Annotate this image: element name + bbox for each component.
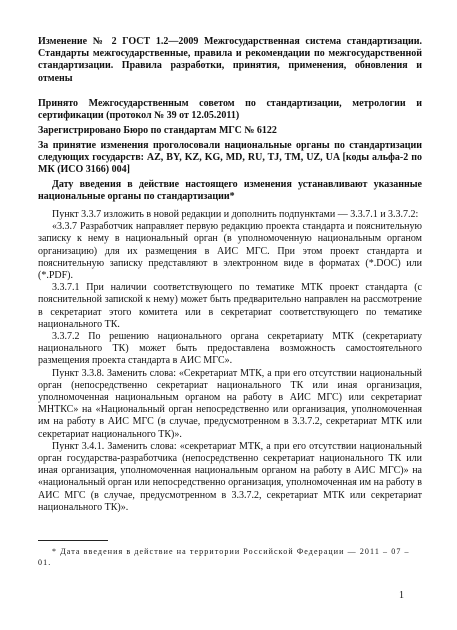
- paragraph: Пункт 3.3.7 изложить в новой редакции и дополнить подпунктами — 3.3.7.1 и 3.3.7.2:: [52, 209, 419, 220]
- amendment-body: [38, 209, 422, 514]
- adopted-note: Принято Межгосударственным советом по стандартизации, метрологии и сертификации (протокол № 39 от 12.05.2011): [38, 98, 422, 122]
- footnote-divider: [38, 540, 108, 541]
- paragraph: «3.3.7 Разработчик направляет первую редакцию проекта стандарта и пояснительную записку к нему в национальный орган (в уполномоченную национальным органом организацию) для их размещения в АИС МГС. При этом проект стандарта и пояснительную записку представляют в электронном виде в форматах (*.DOC) или (*.PDF).: [38, 221, 422, 282]
- voting-note: За принятие изменения проголосовали национальные органы по стандартизации следующих государств: AZ, BY, KZ, KG, MD, RU, TJ, TM, UZ, UA [коды альфа-2 по МК (ИСО 3166) 004]: [38, 140, 422, 176]
- paragraph: 3.3.7.1 При наличии соответствующего по тематике МТК проект стандарта (с пояснительной запиской к нему) может быть предварительно направлен на рассмотрение в секретариат этого комитета или в секретариат соответствующего по тематике национального ТК.: [38, 282, 422, 330]
- paragraph: 3.3.7.2 По решению национального органа секретариату МТК (секретариату национального ТК) может быть предоставлена возможность самостоятельного размещения проекта стандарта в АИС МГС».: [38, 331, 422, 367]
- amendment-title: Изменение № 2 ГОСТ 1.2—2009 Межгосударственная система стандартизации. Стандарты межгосударственные, правила и рекомендации по межгосударственной стандартизации. Правила разработки, принятия, применения, обновления и отмены: [38, 36, 422, 84]
- page-number: 1: [399, 590, 404, 601]
- footnote: * Дата введения в действие на территории Российской Федерации — 2011 – 07 – 01.: [38, 547, 410, 567]
- effective-date-note: Дату введения в действие настоящего изменения устанавливают указанные национальные органы по стандартизации*: [38, 179, 422, 203]
- paragraph: Пункт 3.3.8. Заменить слова: «Секретариат МТК, а при его отсутствии национальный орган (непосредственно секретариат национального ТК или иная организация, уполномоченная национальным органом на работу в АИС МГС) или секретариат МНТКС» на «Национальный орган непосредственно или организация, уполномоченная им на работу в АИС МГС (в случае, предусмотренном в 3.3.7.2, секретариат МТК или секретариат национального ТК)».: [38, 367, 422, 440]
- registration-note: Зарегистрировано Бюро по стандартам МГС № 6122: [38, 125, 277, 136]
- paragraph: Пункт 3.4.1. Заменить слова: «секретариат МТК, а при его отсутствии национальный орган государства-разработчика (непосредственно секретариат национального ТК или иная организация, уполномоченная национальным органом на работу в АИС МГС)» на «национальный орган или непосредственно организация, уполномоченная им на работу в АИС МГС (в случае, предусмотренном в 3.3.7.2, секретариат МТК или секретариат национального ТК)».: [38, 440, 422, 513]
